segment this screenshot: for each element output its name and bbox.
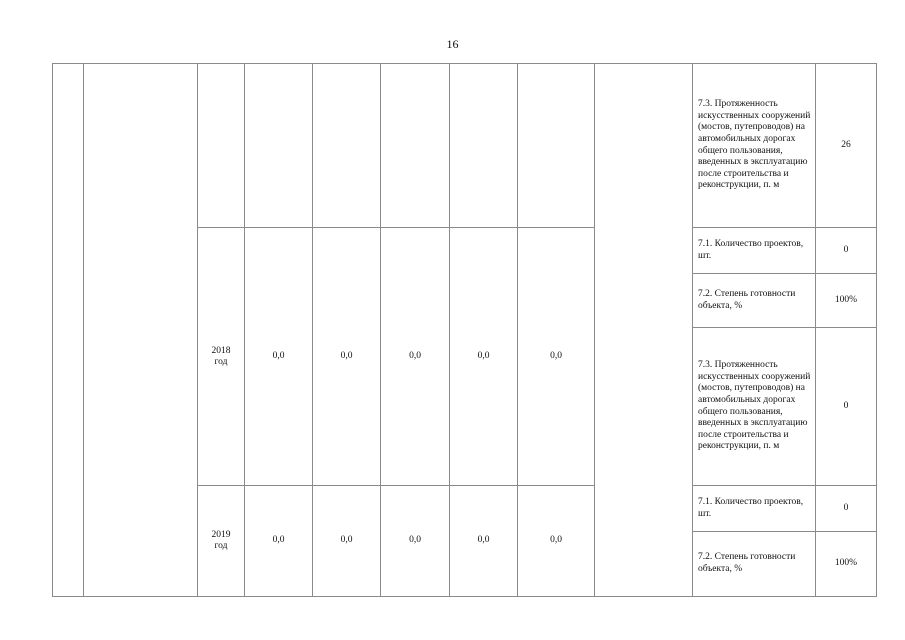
year-cell [198,64,245,228]
value-cell: 0,0 [381,228,450,486]
indicator-readiness: 7.2. Степень готовности объекта, % [693,274,816,328]
value-cell: 0,0 [313,486,381,597]
value-cell: 0,0 [518,486,595,597]
value-cell: 0,0 [450,228,518,486]
indicator-value: 26 [816,64,877,228]
table-row [53,64,877,228]
value-cell: 0,0 [518,228,595,486]
value-cell: 0,0 [313,228,381,486]
page-number: 16 [446,37,459,51]
indicator-value: 0 [816,486,877,532]
value-cell [518,64,595,228]
value-cell: 0,0 [245,486,313,597]
indicator-value: 0 [816,228,877,274]
indicator-projects: 7.1. Количество проектов, шт. [693,228,816,274]
indicator-length: 7.3. Протяженность искусственных сооружений (мостов, путепроводов) на автомобильных дорогах общего пользования, введенных в эксплуатацию после строительства и реконструкции, п. м [693,328,816,486]
value-cell: 0,0 [450,486,518,597]
indicator-projects: 7.1. Количество проектов, шт. [693,486,816,532]
value-cell [381,64,450,228]
program-table [52,63,877,597]
executor-cell [595,64,693,597]
indicator-value: 0 [816,328,877,486]
value-cell [450,64,518,228]
value-cell: 0,0 [381,486,450,597]
value-cell: 0,0 [245,228,313,486]
value-cell [245,64,313,228]
year-cell: 2019 год [198,486,245,597]
indicator-readiness: 7.2. Степень готовности объекта, % [693,532,816,597]
name-cell [84,64,198,597]
indicator-length: 7.3. Протяженность искусственных сооружений (мостов, путепроводов) на автомобильных дорогах общего пользования, введенных в эксплуатацию после строительства и реконструкции, п. м [693,64,816,228]
indicator-value: 100% [816,274,877,328]
indicator-value: 100% [816,532,877,597]
value-cell [313,64,381,228]
year-cell: 2018 год [198,228,245,486]
number-cell [53,64,84,597]
